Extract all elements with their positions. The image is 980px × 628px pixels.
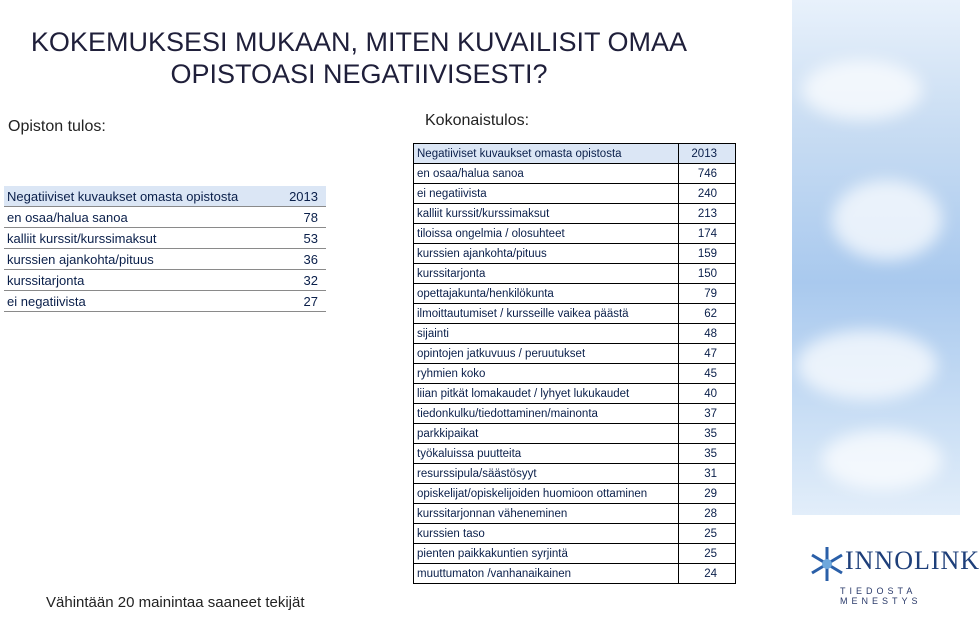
row-value: 31 [679,464,736,484]
row-value: 32 [255,270,326,291]
table-row [414,564,736,584]
table-row [414,544,736,564]
row-label: resurssipula/säästösyyt [414,464,679,484]
table-row [414,324,736,344]
table-row [414,244,736,264]
row-label: kalliit kurssit/kurssimaksut [4,228,255,249]
table-row [414,204,736,224]
table-row [414,444,736,464]
left-section-label: Opiston tulos: [8,118,106,135]
row-label: tiedonkulku/tiedottaminen/mainonta [414,404,679,424]
row-value: 35 [679,444,736,464]
row-value: 36 [255,249,326,270]
row-label: kurssien ajankohta/pituus [4,249,255,270]
table-row [414,284,736,304]
table-row [414,184,736,204]
table-row [414,404,736,424]
right-section-label: Kokonaistulos: [425,112,530,129]
row-label: kurssien ajankohta/pituus [414,244,679,264]
row-label: kurssitarjonnan väheneminen [414,504,679,524]
table-row [414,344,736,364]
row-value: 213 [679,204,736,224]
footnote: Vähintään 20 mainintaa saaneet tekijät [46,594,305,611]
table-row [414,504,736,524]
row-value: 24 [679,564,736,584]
row-label: en osaa/halua sanoa [414,164,679,184]
header-year: 2013 [679,144,736,164]
row-label: kurssien taso [414,524,679,544]
logo-tagline: TIEDOSTA MENESTYS [840,586,922,606]
logo-name: INNOLINK [845,546,980,575]
table-row [4,207,326,228]
row-label: pienten paikkakuntien syrjintä [414,544,679,564]
row-label: ilmoittautumiset / kursseille vaikea päästä [414,304,679,324]
row-value: 28 [679,504,736,524]
row-value: 37 [679,404,736,424]
page-title: KOKEMUKSESI MUKAAN, MITEN KUVAILISIT OMAA OPISTOASI NEGATIIVISESTI? [30,27,688,89]
table-row [414,464,736,484]
row-label: opettajakunta/henkilökunta [414,284,679,304]
row-label: en osaa/halua sanoa [4,207,255,228]
table-row [4,228,326,249]
row-label: liian pitkät lomakaudet / lyhyet lukukaudet [414,384,679,404]
row-value: 27 [255,291,326,312]
row-value: 150 [679,264,736,284]
snowflake-logo-icon [808,545,846,583]
row-label: muuttumaton /vanhanaikainen [414,564,679,584]
row-label: parkkipaikat [414,424,679,444]
row-value: 159 [679,244,736,264]
table-header-row [414,144,736,164]
row-label: tiloissa ongelmia / olosuhteet [414,224,679,244]
row-value: 48 [679,324,736,344]
table-row [414,224,736,244]
row-value: 746 [679,164,736,184]
row-value: 78 [255,207,326,228]
row-value: 29 [679,484,736,504]
table-row [414,484,736,504]
header-label: Negatiiviset kuvaukset omasta opistosta [414,144,679,164]
institution-results-table [4,186,326,312]
row-value: 240 [679,184,736,204]
row-value: 45 [679,364,736,384]
header-year: 2013 [255,186,326,207]
table-row [414,364,736,384]
row-value: 62 [679,304,736,324]
overall-results-table [413,143,736,584]
row-value: 53 [255,228,326,249]
row-label: ei negatiivista [4,291,255,312]
row-value: 47 [679,344,736,364]
row-label: ryhmien koko [414,364,679,384]
table-row [414,264,736,284]
row-label: kurssitarjonta [414,264,679,284]
table-row [414,304,736,324]
row-label: ei negatiivista [414,184,679,204]
row-value: 35 [679,424,736,444]
row-value: 174 [679,224,736,244]
table-row [4,291,326,312]
table-row [414,524,736,544]
row-value: 40 [679,384,736,404]
table-row [414,384,736,404]
row-label: sijainti [414,324,679,344]
row-value: 25 [679,544,736,564]
table-row [414,424,736,444]
table-row [4,270,326,291]
row-label: kalliit kurssit/kurssimaksut [414,204,679,224]
row-label: opintojen jatkuvuus / peruutukset [414,344,679,364]
row-label: kurssitarjonta [4,270,255,291]
row-value: 79 [679,284,736,304]
row-value: 25 [679,524,736,544]
row-label: opiskelijat/opiskelijoiden huomioon ottaminen [414,484,679,504]
row-label: työkaluissa puutteita [414,444,679,464]
table-row [414,164,736,184]
header-label: Negatiiviset kuvaukset omasta opistosta [4,186,255,207]
table-row [4,249,326,270]
table-header-row [4,186,326,207]
